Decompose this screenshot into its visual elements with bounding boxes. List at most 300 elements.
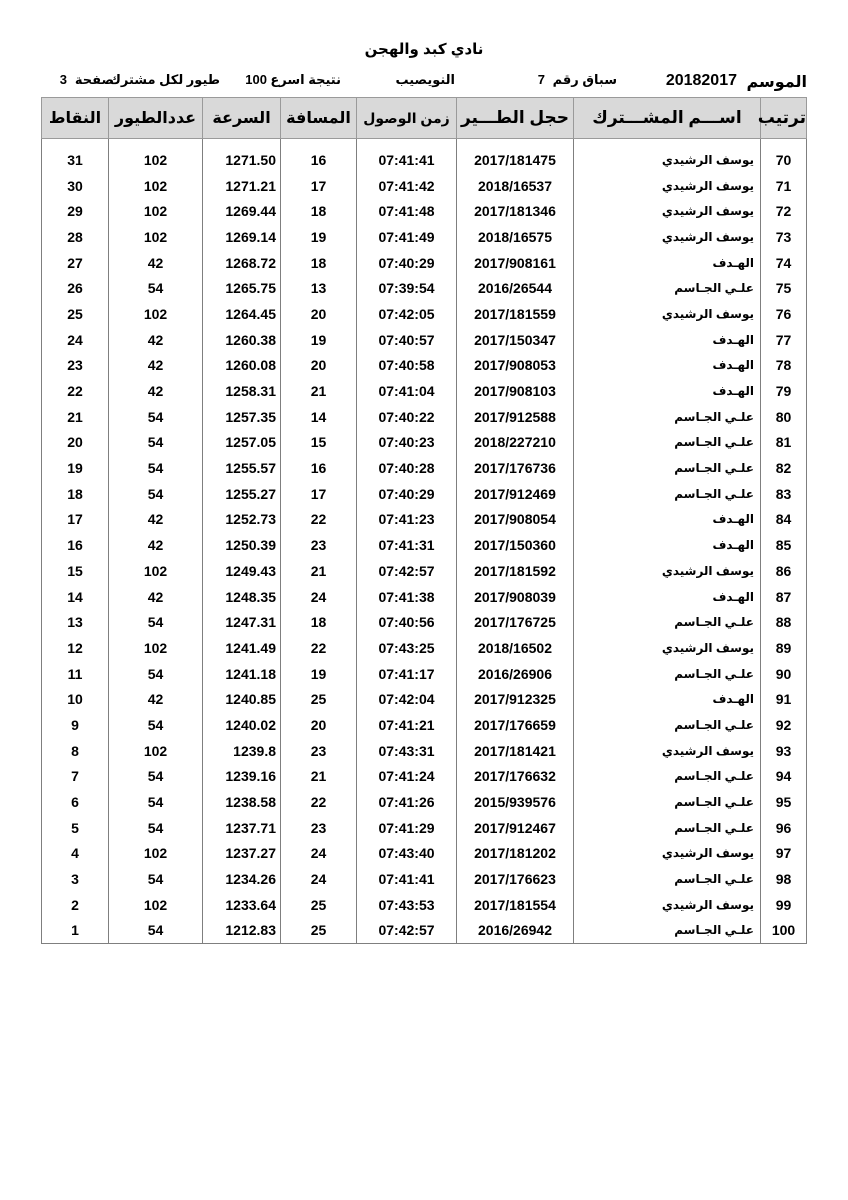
cell-rank: 71: [761, 173, 807, 199]
cell-points: 9: [42, 712, 109, 738]
cell-participant: يوسف الرشيدي: [574, 301, 761, 327]
cell-distance: 24: [281, 584, 357, 610]
cell-points: 27: [42, 250, 109, 276]
cell-speed: 1240.85: [203, 686, 281, 712]
cell-participant: يوسف الرشيدي: [574, 173, 761, 199]
cell-participant: يوسف الرشيدي: [574, 738, 761, 764]
table-row: [42, 301, 807, 327]
document-title: نادي كبد والهجن: [364, 41, 484, 58]
cell-speed: 1264.45: [203, 301, 281, 327]
cell-distance: 22: [281, 789, 357, 815]
cell-arrival-time: 07:40:58: [357, 353, 457, 379]
cell-participant: يوسف الرشيدي: [574, 198, 761, 224]
cell-points: 19: [42, 455, 109, 481]
cell-distance: 24: [281, 866, 357, 892]
cell-birds: 54: [109, 815, 203, 841]
cell-speed: 1233.64: [203, 892, 281, 918]
race-info-line: [42, 72, 807, 92]
cell-arrival-time: 07:41:23: [357, 507, 457, 533]
cell-rank: 91: [761, 686, 807, 712]
cell-distance: 25: [281, 918, 357, 944]
cell-participant: علـي الجـاسم: [574, 712, 761, 738]
cell-rank: 96: [761, 815, 807, 841]
cell-arrival-time: 07:42:04: [357, 686, 457, 712]
table-row: [42, 198, 807, 224]
cell-arrival-time: 07:41:24: [357, 764, 457, 790]
cell-rank: 75: [761, 275, 807, 301]
cell-rank: 70: [761, 147, 807, 173]
cell-participant: علـي الجـاسم: [574, 764, 761, 790]
cell-arrival-time: 07:40:29: [357, 481, 457, 507]
cell-participant: الهـدف: [574, 250, 761, 276]
table-row: [42, 481, 807, 507]
cell-participant: يوسف الرشيدي: [574, 841, 761, 867]
col-header-arrival: زمن الوصول: [357, 98, 457, 139]
cell-speed: 1247.31: [203, 609, 281, 635]
cell-rank: 94: [761, 764, 807, 790]
cell-distance: 16: [281, 147, 357, 173]
cell-distance: 24: [281, 841, 357, 867]
cell-ring: 2017/181202: [457, 841, 574, 867]
cell-arrival-time: 07:41:26: [357, 789, 457, 815]
cell-ring: 2017/176632: [457, 764, 574, 790]
cell-participant: علـي الجـاسم: [574, 404, 761, 430]
cell-birds: 102: [109, 892, 203, 918]
cell-points: 24: [42, 327, 109, 353]
season-value: 20182017: [665, 72, 737, 89]
cell-rank: 98: [761, 866, 807, 892]
cell-rank: 89: [761, 635, 807, 661]
table-row: [42, 738, 807, 764]
cell-participant: الهـدف: [574, 507, 761, 533]
table-row: [42, 764, 807, 790]
table-row: [42, 584, 807, 610]
cell-rank: 72: [761, 198, 807, 224]
cell-ring: 2017/912588: [457, 404, 574, 430]
cell-points: 17: [42, 507, 109, 533]
table-row: [42, 507, 807, 533]
cell-speed: 1249.43: [203, 558, 281, 584]
cell-speed: 1257.35: [203, 404, 281, 430]
cell-ring: 2018/16502: [457, 635, 574, 661]
col-header-participant: اســـم المشـــترك: [574, 98, 761, 139]
cell-birds: 102: [109, 841, 203, 867]
cell-birds: 102: [109, 224, 203, 250]
cell-rank: 78: [761, 353, 807, 379]
cell-birds: 54: [109, 275, 203, 301]
cell-rank: 77: [761, 327, 807, 353]
cell-rank: 95: [761, 789, 807, 815]
cell-arrival-time: 07:41:31: [357, 532, 457, 558]
cell-birds: 42: [109, 250, 203, 276]
cell-rank: 81: [761, 430, 807, 456]
cell-rank: 76: [761, 301, 807, 327]
cell-ring: 2017/181421: [457, 738, 574, 764]
cell-points: 3: [42, 866, 109, 892]
table-row: [42, 250, 807, 276]
results-table: [41, 97, 807, 944]
cell-ring: 2017/181554: [457, 892, 574, 918]
cell-distance: 18: [281, 250, 357, 276]
cell-speed: 1268.72: [203, 250, 281, 276]
cell-birds: 54: [109, 455, 203, 481]
cell-arrival-time: 07:41:41: [357, 866, 457, 892]
cell-ring: 2017/908161: [457, 250, 574, 276]
cell-distance: 25: [281, 686, 357, 712]
cell-birds: 54: [109, 866, 203, 892]
cell-speed: 1250.39: [203, 532, 281, 558]
cell-points: 1: [42, 918, 109, 944]
cell-participant: علـي الجـاسم: [574, 275, 761, 301]
cell-distance: 25: [281, 892, 357, 918]
cell-birds: 102: [109, 198, 203, 224]
cell-rank: 86: [761, 558, 807, 584]
table-row: [42, 173, 807, 199]
cell-rank: 90: [761, 661, 807, 687]
table-row: [42, 430, 807, 456]
cell-ring: 2017/908103: [457, 378, 574, 404]
cell-speed: 1237.71: [203, 815, 281, 841]
cell-points: 22: [42, 378, 109, 404]
cell-participant: علـي الجـاسم: [574, 455, 761, 481]
cell-points: 11: [42, 661, 109, 687]
cell-points: 21: [42, 404, 109, 430]
cell-arrival-time: 07:40:22: [357, 404, 457, 430]
cell-ring: 2018/227210: [457, 430, 574, 456]
cell-points: 4: [42, 841, 109, 867]
cell-participant: يوسف الرشيدي: [574, 224, 761, 250]
cell-points: 30: [42, 173, 109, 199]
cell-rank: 99: [761, 892, 807, 918]
cell-distance: 23: [281, 532, 357, 558]
cell-birds: 54: [109, 764, 203, 790]
col-header-points: النقاط: [42, 98, 109, 139]
cell-rank: 100: [761, 918, 807, 944]
table-row: [42, 866, 807, 892]
result-label: نتيجة اسرع: [270, 72, 341, 87]
cell-speed: 1269.14: [203, 224, 281, 250]
cell-speed: 1255.27: [203, 481, 281, 507]
cell-birds: 54: [109, 661, 203, 687]
col-header-ring: حجل الطـــير: [457, 98, 574, 139]
cell-ring: 2017/181346: [457, 198, 574, 224]
cell-participant: الهـدف: [574, 327, 761, 353]
cell-participant: علـي الجـاسم: [574, 430, 761, 456]
cell-arrival-time: 07:43:40: [357, 841, 457, 867]
cell-speed: 1257.05: [203, 430, 281, 456]
cell-speed: 1271.21: [203, 173, 281, 199]
cell-rank: 83: [761, 481, 807, 507]
table-row: [42, 815, 807, 841]
table-row: [42, 558, 807, 584]
cell-ring: 2017/176725: [457, 609, 574, 635]
table-row: [42, 147, 807, 173]
table-row: [42, 378, 807, 404]
table-row: [42, 532, 807, 558]
header-spacer: [42, 139, 807, 148]
cell-distance: 23: [281, 738, 357, 764]
cell-birds: 42: [109, 507, 203, 533]
cell-rank: 80: [761, 404, 807, 430]
cell-points: 16: [42, 532, 109, 558]
cell-birds: 42: [109, 353, 203, 379]
cell-ring: 2017/150347: [457, 327, 574, 353]
cell-distance: 16: [281, 455, 357, 481]
cell-ring: 2016/26544: [457, 275, 574, 301]
cell-rank: 74: [761, 250, 807, 276]
cell-participant: علـي الجـاسم: [574, 661, 761, 687]
cell-points: 15: [42, 558, 109, 584]
table-row: [42, 327, 807, 353]
cell-birds: 54: [109, 918, 203, 944]
table-row: [42, 918, 807, 944]
cell-ring: 2018/16537: [457, 173, 574, 199]
cell-ring: 2017/150360: [457, 532, 574, 558]
cell-distance: 21: [281, 764, 357, 790]
cell-arrival-time: 07:43:53: [357, 892, 457, 918]
cell-ring: 2016/26906: [457, 661, 574, 687]
cell-birds: 54: [109, 404, 203, 430]
cell-distance: 23: [281, 815, 357, 841]
table-row: [42, 455, 807, 481]
cell-birds: 54: [109, 712, 203, 738]
cell-birds: 42: [109, 327, 203, 353]
cell-points: 20: [42, 430, 109, 456]
cell-speed: 1258.31: [203, 378, 281, 404]
table-row: [42, 635, 807, 661]
cell-rank: 92: [761, 712, 807, 738]
table-row: [42, 712, 807, 738]
cell-ring: 2017/181592: [457, 558, 574, 584]
cell-birds: 42: [109, 686, 203, 712]
cell-speed: 1248.35: [203, 584, 281, 610]
table-row: [42, 353, 807, 379]
cell-ring: 2017/176736: [457, 455, 574, 481]
cell-birds: 102: [109, 173, 203, 199]
cell-arrival-time: 07:42:05: [357, 301, 457, 327]
cell-rank: 87: [761, 584, 807, 610]
cell-rank: 97: [761, 841, 807, 867]
cell-participant: يوسف الرشيدي: [574, 558, 761, 584]
cell-points: 8: [42, 738, 109, 764]
cell-arrival-time: 07:41:04: [357, 378, 457, 404]
cell-participant: علـي الجـاسم: [574, 918, 761, 944]
cell-points: 6: [42, 789, 109, 815]
cell-speed: 1212.83: [203, 918, 281, 944]
cell-birds: 42: [109, 584, 203, 610]
cell-distance: 19: [281, 224, 357, 250]
cell-distance: 21: [281, 378, 357, 404]
cell-arrival-time: 07:40:57: [357, 327, 457, 353]
cell-arrival-time: 07:41:48: [357, 198, 457, 224]
cell-participant: الهـدف: [574, 584, 761, 610]
cell-speed: 1271.50: [203, 147, 281, 173]
cell-participant: علـي الجـاسم: [574, 789, 761, 815]
cell-arrival-time: 07:41:41: [357, 147, 457, 173]
cell-birds: 54: [109, 430, 203, 456]
cell-points: 2: [42, 892, 109, 918]
cell-ring: 2018/16575: [457, 224, 574, 250]
cell-distance: 18: [281, 609, 357, 635]
cell-arrival-time: 07:40:28: [357, 455, 457, 481]
cell-points: 29: [42, 198, 109, 224]
cell-participant: علـي الجـاسم: [574, 609, 761, 635]
cell-distance: 19: [281, 327, 357, 353]
cell-distance: 14: [281, 404, 357, 430]
cell-ring: 2017/176623: [457, 866, 574, 892]
cell-participant: الهـدف: [574, 532, 761, 558]
cell-distance: 15: [281, 430, 357, 456]
cell-participant: علـي الجـاسم: [574, 866, 761, 892]
cell-arrival-time: 07:41:21: [357, 712, 457, 738]
cell-rank: 88: [761, 609, 807, 635]
cell-participant: الهـدف: [574, 353, 761, 379]
cell-arrival-time: 07:41:42: [357, 173, 457, 199]
cell-arrival-time: 07:41:29: [357, 815, 457, 841]
cell-arrival-time: 07:41:38: [357, 584, 457, 610]
cell-distance: 22: [281, 507, 357, 533]
table-header-row: [42, 98, 807, 139]
cell-points: 26: [42, 275, 109, 301]
cell-speed: 1255.57: [203, 455, 281, 481]
cell-arrival-time: 07:40:29: [357, 250, 457, 276]
table-row: [42, 789, 807, 815]
cell-speed: 1238.58: [203, 789, 281, 815]
cell-distance: 20: [281, 712, 357, 738]
cell-points: 5: [42, 815, 109, 841]
col-header-birds: عددالطيور: [109, 98, 203, 139]
table-row: [42, 609, 807, 635]
cell-speed: 1260.08: [203, 353, 281, 379]
cell-ring: 2017/176659: [457, 712, 574, 738]
cell-ring: 2017/912467: [457, 815, 574, 841]
cell-ring: 2016/26942: [457, 918, 574, 944]
cell-ring: 2015/939576: [457, 789, 574, 815]
cell-participant: الهـدف: [574, 378, 761, 404]
cell-rank: 82: [761, 455, 807, 481]
table-row: [42, 224, 807, 250]
cell-birds: 102: [109, 147, 203, 173]
cell-birds: 54: [109, 609, 203, 635]
per-participant-label: طيور لكل مشترك: [108, 72, 220, 87]
cell-participant: يوسف الرشيدي: [574, 147, 761, 173]
cell-ring: 2017/908053: [457, 353, 574, 379]
cell-arrival-time: 07:43:31: [357, 738, 457, 764]
cell-speed: 1239.8: [203, 738, 281, 764]
cell-speed: 1239.16: [203, 764, 281, 790]
cell-distance: 17: [281, 481, 357, 507]
cell-birds: 102: [109, 558, 203, 584]
cell-speed: 1260.38: [203, 327, 281, 353]
table-row: [42, 841, 807, 867]
cell-participant: يوسف الرشيدي: [574, 892, 761, 918]
cell-birds: 54: [109, 481, 203, 507]
cell-speed: 1241.49: [203, 635, 281, 661]
cell-rank: 93: [761, 738, 807, 764]
cell-points: 18: [42, 481, 109, 507]
cell-distance: 13: [281, 275, 357, 301]
cell-rank: 79: [761, 378, 807, 404]
cell-participant: الهـدف: [574, 686, 761, 712]
station-name: النويصيب: [395, 72, 455, 87]
cell-points: 12: [42, 635, 109, 661]
cell-distance: 20: [281, 353, 357, 379]
col-header-speed: السرعة: [203, 98, 281, 139]
cell-speed: 1265.75: [203, 275, 281, 301]
cell-birds: 42: [109, 532, 203, 558]
cell-distance: 21: [281, 558, 357, 584]
cell-arrival-time: 07:43:25: [357, 635, 457, 661]
col-header-distance: المسافة: [281, 98, 357, 139]
race-label: سباق رقم: [552, 72, 617, 87]
cell-arrival-time: 07:42:57: [357, 918, 457, 944]
cell-points: 23: [42, 353, 109, 379]
cell-speed: 1269.44: [203, 198, 281, 224]
cell-ring: 2017/181559: [457, 301, 574, 327]
cell-points: 14: [42, 584, 109, 610]
col-header-rank: ترتيب: [761, 98, 807, 139]
cell-speed: 1252.73: [203, 507, 281, 533]
cell-ring: 2017/912469: [457, 481, 574, 507]
cell-arrival-time: 07:40:23: [357, 430, 457, 456]
season-label: الموسم: [746, 74, 807, 91]
table-row: [42, 661, 807, 687]
cell-participant: يوسف الرشيدي: [574, 635, 761, 661]
cell-birds: 102: [109, 635, 203, 661]
table-row: [42, 686, 807, 712]
table-row: [42, 892, 807, 918]
table-row: [42, 275, 807, 301]
cell-points: 31: [42, 147, 109, 173]
bird-count: 100: [245, 72, 267, 87]
cell-ring: 2017/912325: [457, 686, 574, 712]
cell-points: 25: [42, 301, 109, 327]
cell-speed: 1234.26: [203, 866, 281, 892]
cell-arrival-time: 07:42:57: [357, 558, 457, 584]
cell-distance: 20: [281, 301, 357, 327]
cell-ring: 2017/181475: [457, 147, 574, 173]
cell-arrival-time: 07:39:54: [357, 275, 457, 301]
cell-ring: 2017/908039: [457, 584, 574, 610]
cell-speed: 1237.27: [203, 841, 281, 867]
page-number: 3: [59, 72, 67, 87]
cell-birds: 54: [109, 789, 203, 815]
cell-points: 10: [42, 686, 109, 712]
cell-birds: 42: [109, 378, 203, 404]
cell-points: 28: [42, 224, 109, 250]
cell-rank: 85: [761, 532, 807, 558]
cell-distance: 19: [281, 661, 357, 687]
race-number: 7: [537, 72, 545, 87]
cell-points: 7: [42, 764, 109, 790]
cell-distance: 22: [281, 635, 357, 661]
cell-participant: علـي الجـاسم: [574, 815, 761, 841]
cell-speed: 1240.02: [203, 712, 281, 738]
cell-distance: 18: [281, 198, 357, 224]
cell-ring: 2017/908054: [457, 507, 574, 533]
cell-distance: 17: [281, 173, 357, 199]
cell-birds: 102: [109, 301, 203, 327]
cell-rank: 73: [761, 224, 807, 250]
cell-arrival-time: 07:40:56: [357, 609, 457, 635]
cell-points: 13: [42, 609, 109, 635]
cell-participant: علـي الجـاسم: [574, 481, 761, 507]
cell-rank: 84: [761, 507, 807, 533]
table-row: [42, 404, 807, 430]
cell-speed: 1241.18: [203, 661, 281, 687]
cell-birds: 102: [109, 738, 203, 764]
cell-arrival-time: 07:41:49: [357, 224, 457, 250]
